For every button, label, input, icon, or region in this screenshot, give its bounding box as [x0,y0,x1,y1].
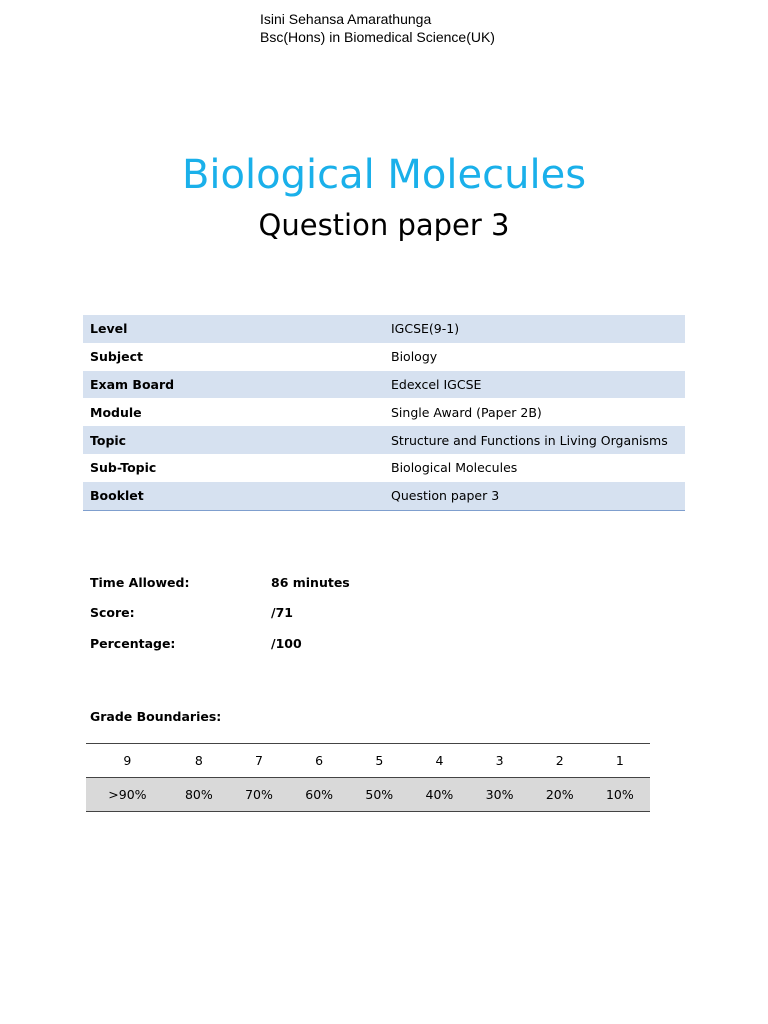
info-row [83,398,685,426]
info-value: Single Award (Paper 2B) [391,404,542,420]
grade-cell: 4 [409,744,469,778]
info-value: IGCSE(9-1) [384,315,685,343]
info-label: Exam Board [83,371,384,399]
info-row [83,315,685,343]
grade-cell: 8 [169,744,229,778]
info-value: Structure and Functions in Living Organisms [384,426,685,454]
info-row [83,343,685,371]
info-label: Topic [83,426,384,454]
grade-cell: 2 [530,744,590,778]
info-row [83,371,685,399]
percentage-cell: 50% [349,778,409,812]
grade-row [86,744,650,778]
grade-cell: 6 [289,744,349,778]
info-label: Subject [90,349,143,365]
info-label: Booklet [83,482,384,510]
grade-cell: 9 [86,744,169,778]
info-value: Biological Molecules [391,460,518,476]
info-table [83,315,685,511]
grade-cell: 3 [470,744,530,778]
time-label: Time Allowed: [90,575,190,590]
info-row [83,454,685,482]
percentage-cell: 10% [590,778,650,812]
percentage-cell: 20% [530,778,590,812]
info-value: Question paper 3 [384,482,685,510]
percentage-cell: >90% [86,778,169,812]
grade-boundaries-label: Grade Boundaries: [90,709,222,724]
grade-cell: 1 [590,744,650,778]
document-title: Biological Molecules [181,152,587,198]
percentage-cell: 70% [229,778,289,812]
time-allowed [90,575,350,590]
percentage-cell: 60% [289,778,349,812]
grade-cell: 7 [229,744,289,778]
author-name: Isini Sehansa Amarathunga [260,11,432,27]
author-block [260,10,495,46]
info-value: Edexcel IGCSE [384,371,685,399]
score [90,605,293,620]
percentage-cell: 30% [470,778,530,812]
percentage [90,636,302,651]
percentage-cell: 80% [169,778,229,812]
info-row [83,426,685,454]
percentage-label: Percentage: [90,636,176,651]
time-value: 86 minutes [271,575,350,590]
score-value: /71 [271,605,293,620]
document-subtitle: Question paper 3 [258,208,510,242]
grade-boundaries-table [86,743,650,812]
percentage-cell: 40% [409,778,469,812]
percentage-value: /100 [271,636,302,651]
percentage-row [86,778,650,812]
info-row [83,482,685,510]
score-label: Score: [90,605,135,620]
author-qualification: Bsc(Hons) in Biomedical Science(UK) [260,29,495,45]
grade-cell: 5 [349,744,409,778]
info-value: Biology [391,349,438,365]
info-label: Level [83,315,384,343]
info-label: Module [90,404,142,420]
info-label: Sub-Topic [90,460,157,476]
